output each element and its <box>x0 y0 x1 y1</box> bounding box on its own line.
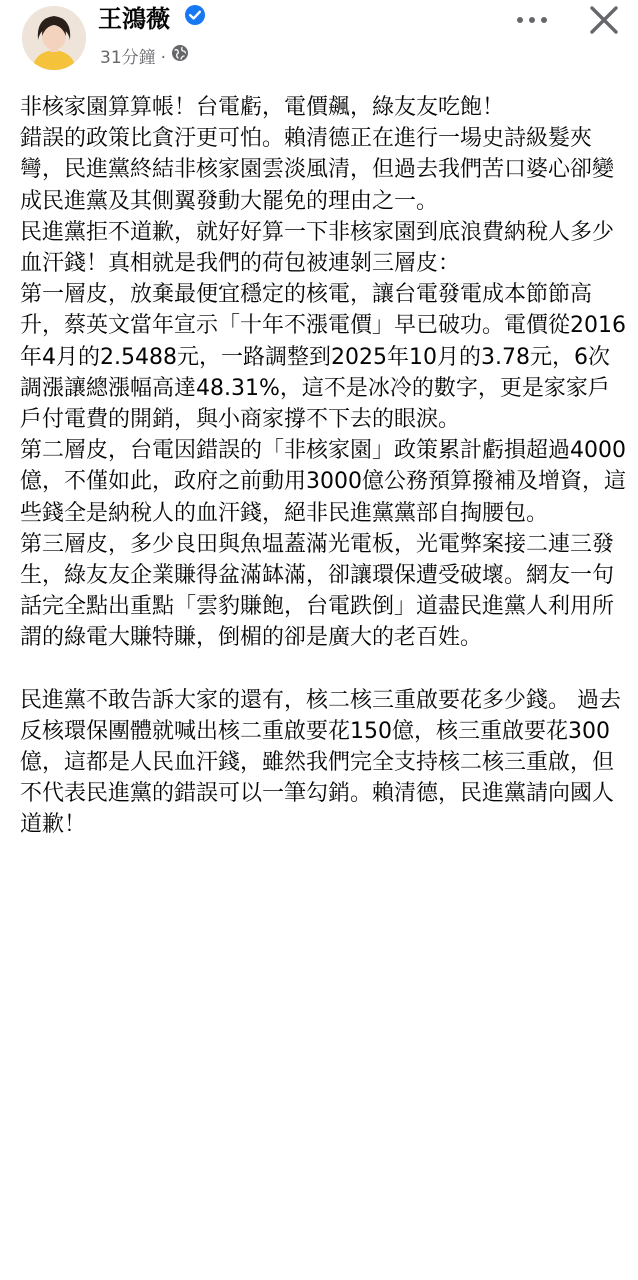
post-paragraph-5: 第二層皮，台電因錯誤的「非核家園」政策累計虧損超過4000億，不僅如此，政府之前動用3000億公務預算撥補及增資，這些錢全是納稅人的血汗錢，絕非民進黨黨部自掏腰包。 <box>20 438 626 526</box>
post-paragraph-1: 非核家園算算帳！台電虧，電價飆，綠友友吃飽！ <box>20 95 505 120</box>
avatar[interactable] <box>22 6 86 70</box>
post-meta <box>100 46 189 70</box>
more-options-icon[interactable] <box>512 8 552 32</box>
globe-icon[interactable] <box>171 44 189 69</box>
post-body <box>20 92 630 841</box>
verified-badge-icon <box>184 3 206 33</box>
meta-separator: · <box>160 48 167 68</box>
post-header <box>0 0 638 80</box>
post-paragraph-3: 民進黨拒不道歉，就好好算一下非核家園到底浪費納稅人多少血汗錢！真相就是我們的荷包被連剝三層皮： <box>20 219 615 277</box>
post-timestamp[interactable]: 31分鐘 <box>100 48 156 68</box>
close-icon[interactable] <box>586 2 622 38</box>
avatar-image <box>22 6 86 70</box>
author-name[interactable]: 王鴻薇 <box>98 5 170 33</box>
post-paragraph-7: 民進黨不敢告訴大家的還有，核二核三重啟要花多少錢。 過去反核環保團體就喊出核二重啟要花150億，核三重啟要花300億，這都是人民血汗錢，雖然我們完全支持核二核三重啟，但不代表民進黨的錯誤可以一筆勾銷。賴清德，民進黨請向國人道歉！ <box>20 687 621 838</box>
post-paragraph-6: 第三層皮，多少良田與魚塭蓋滿光電板，光電弊案接二連三發生，綠友友企業賺得盆滿缽滿，卻讓環保遭受破壞。網友一句話完全點出重點「雲豹賺飽，台電跌倒」道盡民進黨人利用所謂的綠電大賺特賺，倒楣的卻是廣大的老百姓。 <box>20 531 615 651</box>
paragraph-spacer <box>20 654 630 685</box>
post-paragraph-2: 錯誤的政策比貪汙更可怕。賴清德正在進行一場史詩級髮夾彎，民進黨終結非核家園雲淡風清，但過去我們苦口婆心卻變成民進黨及其側翼發動大罷免的理由之一。 <box>20 126 615 214</box>
post-paragraph-4: 第一層皮，放棄最便宜穩定的核電，讓台電發電成本節節高升，蔡英文當年宣示「十年不漲電價」早已破功。電價從2016年4月的2.5488元，一路調整到2025年10月的3.78元，6次調漲讓總漲幅高達48.31%，這不是冰冷的數字，更是家家戶戶付電費的開銷，與小商家撐不下去的眼淚。 <box>20 282 626 433</box>
author-name-row <box>98 4 206 34</box>
